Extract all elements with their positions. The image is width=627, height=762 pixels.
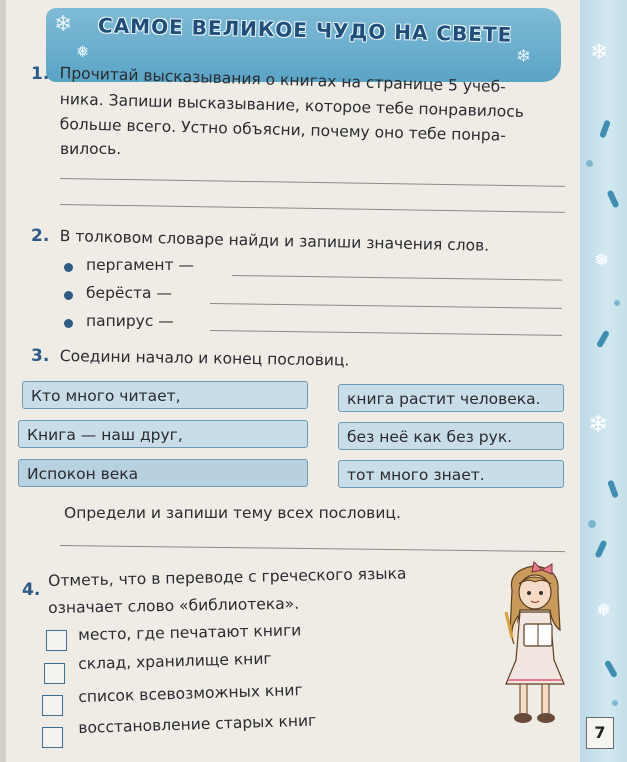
proverb-end-1[interactable]: книга растит человека. — [338, 384, 564, 412]
dot-decoration — [612, 700, 618, 706]
proverb-end-2[interactable]: без неё как без рук. — [338, 422, 564, 450]
task-1-line-4: вилось. — [60, 140, 122, 158]
task-1-line-1: Прочитай высказывания о книгах на странице 5 учеб- — [59, 64, 507, 97]
snowflake-icon: ❄ — [516, 46, 532, 67]
snowflake-icon: ❅ — [596, 600, 612, 621]
snowflake-icon: ❅ — [76, 42, 90, 61]
option-checkbox-1[interactable] — [46, 630, 67, 651]
proverb-start-2[interactable]: Книга — наш друг, — [18, 420, 308, 448]
leaf-decoration — [594, 540, 607, 559]
leaf-decoration — [607, 480, 619, 499]
task-1-number: 1. — [31, 64, 50, 84]
decorative-side-strip — [580, 0, 627, 762]
page-title: САМОЕ ВЕЛИКОЕ ЧУДО НА СВЕТЕ — [97, 13, 513, 47]
dot-decoration — [614, 300, 620, 306]
answer-line[interactable] — [60, 545, 565, 552]
option-checkbox-2[interactable] — [44, 663, 65, 684]
snowflake-icon: ❄ — [590, 40, 609, 65]
task-1-line-2: ника. Запиши высказывание, которое тебе понравилось — [59, 90, 525, 121]
snowflake-icon: ❄ — [54, 12, 73, 37]
answer-line[interactable] — [60, 178, 565, 187]
dot-decoration — [586, 160, 593, 167]
task-4-line-1: Отметь, что в переводе с греческого языка — [48, 564, 407, 590]
option-label-2: склад, хранилище книг — [78, 649, 272, 673]
proverb-start-3[interactable]: Испокон века — [18, 459, 308, 487]
option-label-1: место, где печатают книги — [78, 621, 302, 644]
task-4-number: 4. — [22, 580, 41, 600]
leaf-decoration — [599, 120, 611, 139]
bullet — [64, 319, 73, 328]
snowflake-icon: ❅ — [594, 250, 610, 271]
term-birchbark: берёста — — [86, 284, 172, 302]
proverb-start-1[interactable]: Кто много читает, — [22, 381, 308, 409]
leaf-decoration — [596, 330, 610, 349]
option-label-3: список всевозможных книг — [78, 680, 303, 706]
leaf-decoration — [606, 190, 619, 209]
bullet — [64, 291, 73, 300]
task-2-number: 2. — [31, 226, 50, 246]
task-1-line-3: больше всего. Устно объясни, почему оно тебе понра- — [59, 115, 507, 145]
option-checkbox-4[interactable] — [42, 727, 63, 748]
task-3-number: 3. — [31, 346, 50, 366]
bullet — [64, 263, 73, 272]
leaf-decoration — [604, 660, 618, 679]
dot-decoration — [588, 520, 596, 528]
task-3-followup: Определи и запиши тему всех пословиц. — [64, 504, 401, 522]
girl-reading-illustration — [494, 560, 578, 730]
answer-line[interactable] — [210, 303, 562, 309]
answer-line[interactable] — [60, 204, 565, 213]
answer-line[interactable] — [210, 330, 562, 336]
snowflake-icon: ❄ — [588, 410, 609, 438]
proverb-end-3[interactable]: тот много знает. — [338, 460, 564, 488]
task-2-text: В толковом словаре найди и запиши значения слов. — [59, 227, 490, 255]
task-3-text: Соедини начало и конец пословиц. — [59, 347, 350, 370]
answer-line[interactable] — [232, 275, 562, 281]
option-checkbox-3[interactable] — [42, 695, 63, 716]
workbook-page — [6, 0, 580, 762]
term-papyrus: папирус — — [86, 312, 174, 330]
page-number: 7 — [586, 717, 614, 749]
term-parchment: пергамент — — [86, 256, 194, 274]
task-4-line-2: означает слово «библиотека». — [48, 594, 300, 617]
option-label-4: восстановление старых книг — [78, 711, 317, 737]
